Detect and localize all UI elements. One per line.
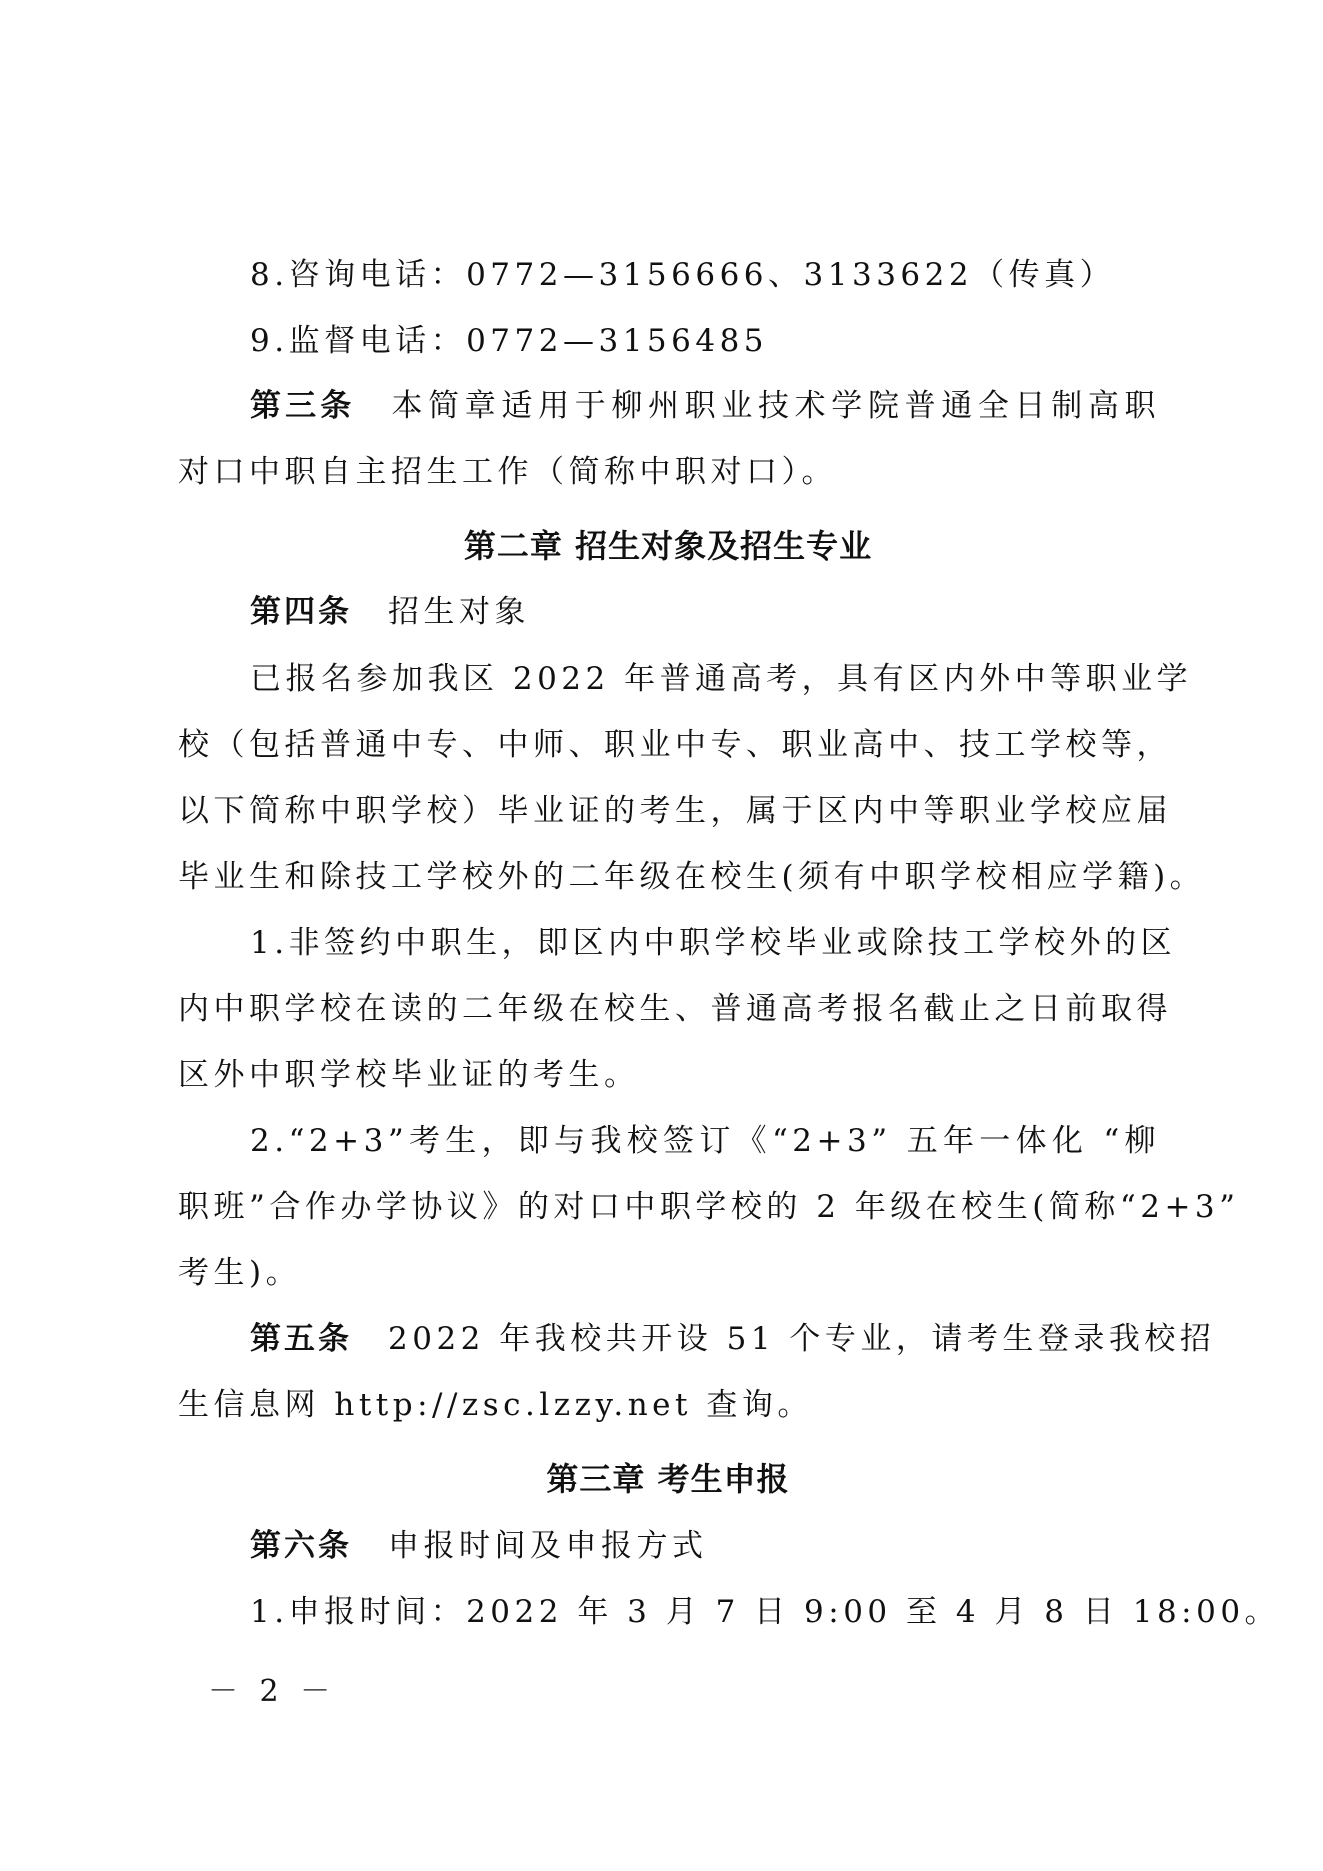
supervision-phone-line: 9.监督电话：0772—3156485 bbox=[250, 323, 769, 359]
article-6-label: 第六条 bbox=[250, 1528, 352, 1564]
article-3-line-1 bbox=[250, 386, 1160, 426]
article-4-label: 第四条 bbox=[250, 594, 352, 630]
non-contract-line-3: 区外中职学校毕业证的考生。 bbox=[178, 1057, 640, 1093]
article-3-label: 第三条 bbox=[250, 388, 356, 424]
eligibility-line-3: 以下简称中职学校）毕业证的考生，属于区内中等职业学校应届 bbox=[178, 793, 1172, 829]
article-5-line-1 bbox=[250, 1319, 1216, 1359]
article-6-text: 申报时间及申报方式 bbox=[388, 1528, 708, 1564]
chapter-3-heading: 第三章 考生申报 bbox=[546, 1460, 790, 1498]
two-plus-three-line-3: 考生)。 bbox=[178, 1255, 302, 1291]
article-3-line-2: 对口中职自主招生工作（简称中职对口）。 bbox=[178, 454, 837, 490]
eligibility-line-2: 校（包括普通中专、中师、职业中专、职业高中、技工学校等， bbox=[178, 727, 1172, 763]
article-6-line bbox=[250, 1526, 1160, 1566]
article-5-line-2: 生信息网 http://zsc.lzzy.net 查询。 bbox=[178, 1387, 813, 1423]
non-contract-line-1: 1.非签约中职生，即区内中职学校毕业或除技工学校外的区 bbox=[250, 925, 1177, 961]
article-3-text: 本简章适用于柳州职业技术学院普通全日制高职 bbox=[391, 388, 1161, 424]
consult-phone-line: 8.咨询电话：0772—3156666、3133622（传真） bbox=[250, 257, 1116, 293]
two-plus-three-line-2: 职班”合作办学协议》的对口中职学校的 2 年级在校生(简称“2+3” bbox=[178, 1189, 1240, 1225]
non-contract-line-2: 内中职学校在读的二年级在校生、普通高考报名截止之日前取得 bbox=[178, 991, 1172, 1027]
article-4-line bbox=[250, 592, 1160, 632]
article-5-label: 第五条 bbox=[250, 1321, 352, 1357]
page-number: － 2 － bbox=[208, 1674, 337, 1709]
article-5-text: 2022 年我校共开设 51 个专业，请考生登录我校招 bbox=[388, 1321, 1216, 1357]
application-time-line: 1.申报时间：2022 年 3 月 7 日 9:00 至 4 月 8 日 18:00。 bbox=[250, 1594, 1281, 1630]
article-4-text: 招生对象 bbox=[388, 594, 530, 630]
chapter-2-heading: 第二章 招生对象及招生专业 bbox=[463, 527, 873, 565]
eligibility-line-4: 毕业生和除技工学校外的二年级在校生(须有中职学校相应学籍)。 bbox=[178, 859, 1206, 895]
eligibility-line-1: 已报名参加我区 2022 年普通高考，具有区内外中等职业学 bbox=[250, 661, 1193, 697]
two-plus-three-line-1: 2.“2+3”考生，即与我校签订《“2+3” 五年一体化 “柳 bbox=[250, 1123, 1160, 1159]
